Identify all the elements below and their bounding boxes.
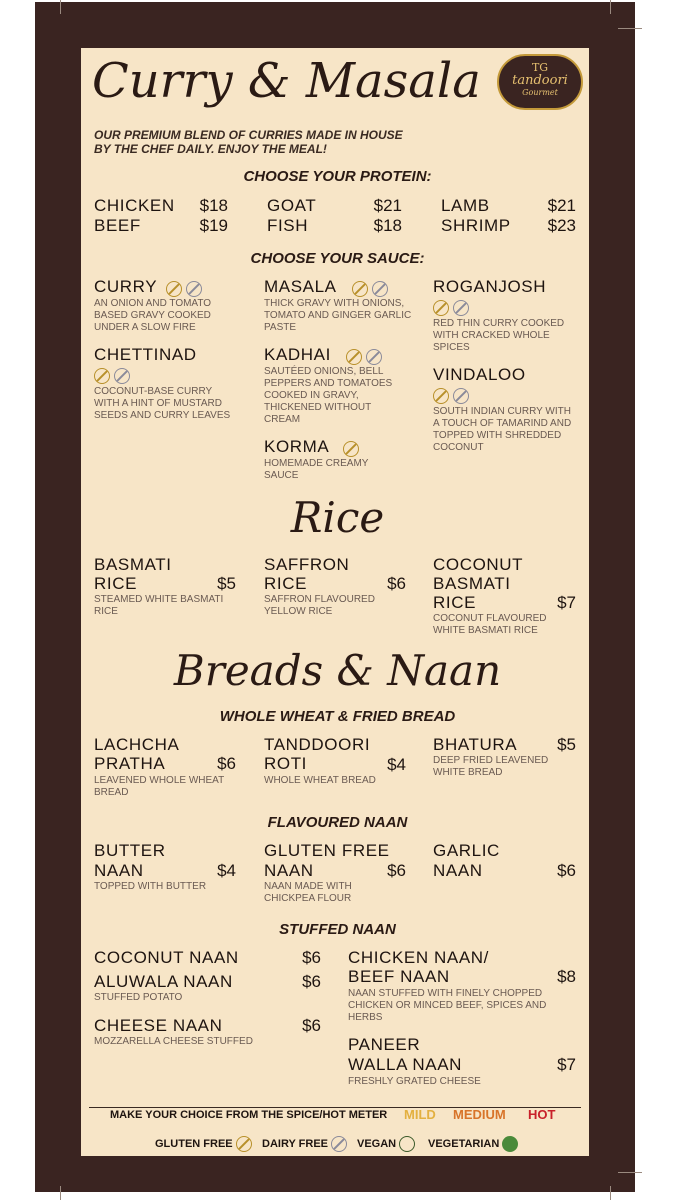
sauce-desc: AN ONION AND TOMATO BASED GRAVY COOKED UNDER A SLOW FIRE: [94, 298, 212, 333]
spice-medium: MEDIUM: [453, 1107, 506, 1122]
stuffed-name: COCONUT NAAN: [94, 948, 239, 967]
sauce-icons: [433, 297, 473, 316]
protein-name: CHICKEN: [94, 196, 175, 215]
rice-name: BASMATI: [94, 555, 172, 574]
rice-name: RICE: [94, 574, 138, 593]
naan-price: $6: [557, 861, 576, 880]
spice-hot: HOT: [528, 1107, 556, 1122]
rice-name: COCONUT: [433, 555, 524, 574]
gluten-free-icon: [433, 300, 449, 316]
sauce-name: CURRY: [94, 277, 158, 296]
dairy-free-icon: [366, 349, 382, 365]
protein-price: $18: [373, 216, 402, 235]
protein-name: FISH: [267, 216, 309, 235]
sauce-name: CHETTINAD: [94, 345, 197, 364]
sauce-desc: RED THIN CURRY COOKED WITH CRACKED WHOLE SPICES: [433, 318, 565, 353]
sauce-heading: CHOOSE YOUR SAUCE:: [250, 250, 425, 267]
sauce-icons: [433, 385, 473, 404]
bread-name: ROTI: [264, 754, 308, 773]
flavoured-heading: FLAVOURED NAAN: [267, 814, 408, 831]
sauce-desc: SAUTÉED ONIONS, BELL PEPPERS AND TOMATOES COOKED IN GRAVY, THICKENED WITHOUT CREAM: [264, 366, 393, 425]
gluten-free-icon: [352, 281, 368, 297]
sauce-icons: [343, 438, 363, 457]
gluten-free-icon: [166, 281, 182, 297]
vegetarian-icon: [502, 1136, 518, 1152]
naan-desc: NAAN MADE WITH CHICKPEA FLOUR: [264, 881, 352, 904]
stuffed-heading: STUFFED NAAN: [279, 921, 396, 938]
gluten-free-icon: [343, 441, 359, 457]
stuffed-name: PANEER: [348, 1035, 421, 1054]
page-title: Curry & Masala: [92, 53, 481, 109]
stuffed-price: $6: [302, 972, 321, 991]
gluten-free-icon: [346, 349, 362, 365]
logo-sub: Gourmet: [522, 88, 558, 97]
stuffed-name: ALUWALA NAAN: [94, 972, 233, 991]
stuffed-desc: NAAN STUFFED WITH FINELY CHOPPED CHICKEN OR MINCED BEEF, SPICES AND HERBS: [348, 988, 547, 1023]
dairy-free-icon: [372, 281, 388, 297]
dairy-free-icon: [331, 1136, 347, 1152]
protein-price: $21: [547, 196, 576, 215]
logo-brand: tandoori: [512, 73, 568, 88]
bread-price: $6: [217, 754, 236, 773]
crop-mark: [610, 0, 611, 14]
sauce-desc: HOMEMADE CREAMY SAUCE: [264, 458, 369, 481]
gluten-free-icon: [94, 368, 110, 384]
protein-price: $23: [547, 216, 576, 235]
bread-desc: DEEP FRIED LEAVENED WHITE BREAD: [433, 755, 549, 778]
sauce-icons: [352, 278, 392, 297]
rice-price: $5: [217, 574, 236, 593]
stuffed-desc: FRESHLY GRATED CHEESE: [348, 1076, 481, 1087]
legend-vegetarian: [428, 1136, 518, 1152]
sauce-name: ROGANJOSH: [433, 277, 547, 296]
rice-name: BASMATI: [433, 574, 511, 593]
dairy-free-icon: [114, 368, 130, 384]
footer-divider: [89, 1107, 581, 1108]
legend-label: VEGAN: [357, 1137, 397, 1150]
sauce-icons: [94, 365, 134, 384]
protein-price: $18: [199, 196, 228, 215]
gluten-free-icon: [236, 1136, 252, 1152]
protein-price: $21: [373, 196, 402, 215]
legend-label: DAIRY FREE: [262, 1137, 329, 1150]
rice-desc: STEAMED WHITE BASMATI RICE: [94, 594, 224, 617]
stuffed-name: WALLA NAAN: [348, 1055, 463, 1074]
rice-title: Rice: [290, 493, 385, 542]
stuffed-name: CHEESE NAAN: [94, 1016, 223, 1035]
legend-label: GLUTEN FREE: [155, 1137, 233, 1150]
protein-price: $19: [199, 216, 228, 235]
legend-label: VEGETARIAN: [428, 1137, 500, 1150]
naan-name: NAAN: [264, 861, 314, 880]
rice-price: $6: [387, 574, 406, 593]
stuffed-name: CHICKEN NAAN/: [348, 948, 489, 967]
protein-heading: CHOOSE YOUR PROTEIN:: [243, 168, 432, 185]
naan-name: BUTTER: [94, 841, 166, 860]
crop-mark: [60, 1186, 61, 1200]
breads-title: Breads & Naan: [173, 646, 502, 695]
naan-name: GLUTEN FREE: [264, 841, 390, 860]
sauce-desc: COCONUT-BASE CURRY WITH A HINT OF MUSTARD SEEDS AND CURRY LEAVES: [94, 386, 231, 421]
crop-mark: [618, 1172, 642, 1173]
logo-mark: TG: [531, 61, 549, 74]
crop-mark: [618, 28, 642, 29]
naan-desc: TOPPED WITH BUTTER: [94, 881, 207, 892]
protein-name: SHRIMP: [441, 216, 511, 235]
sauce-name: KORMA: [264, 437, 330, 456]
dairy-free-icon: [453, 388, 469, 404]
bread-desc: LEAVENED WHOLE WHEAT BREAD: [94, 775, 225, 798]
bread-price: $4: [387, 755, 406, 774]
protein-name: LAMB: [441, 196, 490, 215]
stuffed-price: $7: [557, 1055, 576, 1074]
naan-name: NAAN: [433, 861, 483, 880]
stuffed-name: BEEF NAAN: [348, 967, 450, 986]
intro-line-1: OUR PREMIUM BLEND OF CURRIES MADE IN HOUSE: [94, 128, 403, 142]
naan-price: $4: [217, 861, 236, 880]
naan-name: NAAN: [94, 861, 144, 880]
bread-name: BHATURA: [433, 735, 518, 754]
stuffed-desc: STUFFED POTATO: [94, 992, 183, 1003]
sauce-name: VINDALOO: [433, 365, 526, 384]
legend-vegan: [357, 1136, 415, 1152]
spice-mild: MILD: [404, 1107, 436, 1122]
gluten-free-icon: [433, 388, 449, 404]
sauce-name: KADHAI: [264, 345, 331, 364]
legend-gluten-free: [155, 1136, 252, 1152]
intro-line-2: BY THE CHEF DAILY. ENJOY THE MEAL!: [94, 142, 327, 156]
rice-name: RICE: [264, 574, 308, 593]
bread-name: TANDDOORI: [264, 735, 371, 754]
stuffed-price: $6: [302, 948, 321, 967]
rice-price: $7: [557, 593, 576, 612]
dairy-free-icon: [186, 281, 202, 297]
rice-name: SAFFRON: [264, 555, 350, 574]
protein-name: BEEF: [94, 216, 141, 235]
bread-price: $5: [557, 735, 576, 754]
rice-name: RICE: [433, 593, 477, 612]
rice-desc: COCONUT FLAVOURED WHITE BASMATI RICE: [433, 613, 547, 636]
legend-dairy-free: [262, 1136, 347, 1152]
dairy-free-icon: [453, 300, 469, 316]
sauce-icons: [166, 278, 206, 297]
bread-name: LACHCHA: [94, 735, 180, 754]
sauce-desc: THICK GRAVY WITH ONIONS, TOMATO AND GINGER GARLIC PASTE: [264, 298, 412, 333]
bread-name: PRATHA: [94, 754, 166, 773]
stuffed-price: $8: [557, 967, 576, 986]
stuffed-price: $6: [302, 1016, 321, 1035]
naan-price: $6: [387, 861, 406, 880]
spice-meter-text: MAKE YOUR CHOICE FROM THE SPICE/HOT METER: [110, 1109, 388, 1121]
sauce-icons: [346, 346, 386, 365]
protein-name: GOAT: [267, 196, 317, 215]
brand-logo: [497, 54, 583, 110]
rice-desc: SAFFRON FLAVOURED YELLOW RICE: [264, 594, 375, 617]
sauce-desc: SOUTH INDIAN CURRY WITH A TOUCH OF TAMARIND AND TOPPED WITH SHREDDED COCONUT: [433, 406, 572, 453]
naan-name: GARLIC: [433, 841, 500, 860]
stuffed-desc: MOZZARELLA CHEESE STUFFED: [94, 1036, 253, 1047]
bread-desc: WHOLE WHEAT BREAD: [264, 775, 376, 786]
whole-wheat-heading: WHOLE WHEAT & FRIED BREAD: [219, 708, 456, 725]
sauce-name: MASALA: [264, 277, 337, 296]
vegan-icon: [399, 1136, 415, 1152]
crop-mark: [610, 1186, 611, 1200]
crop-mark: [60, 0, 61, 14]
